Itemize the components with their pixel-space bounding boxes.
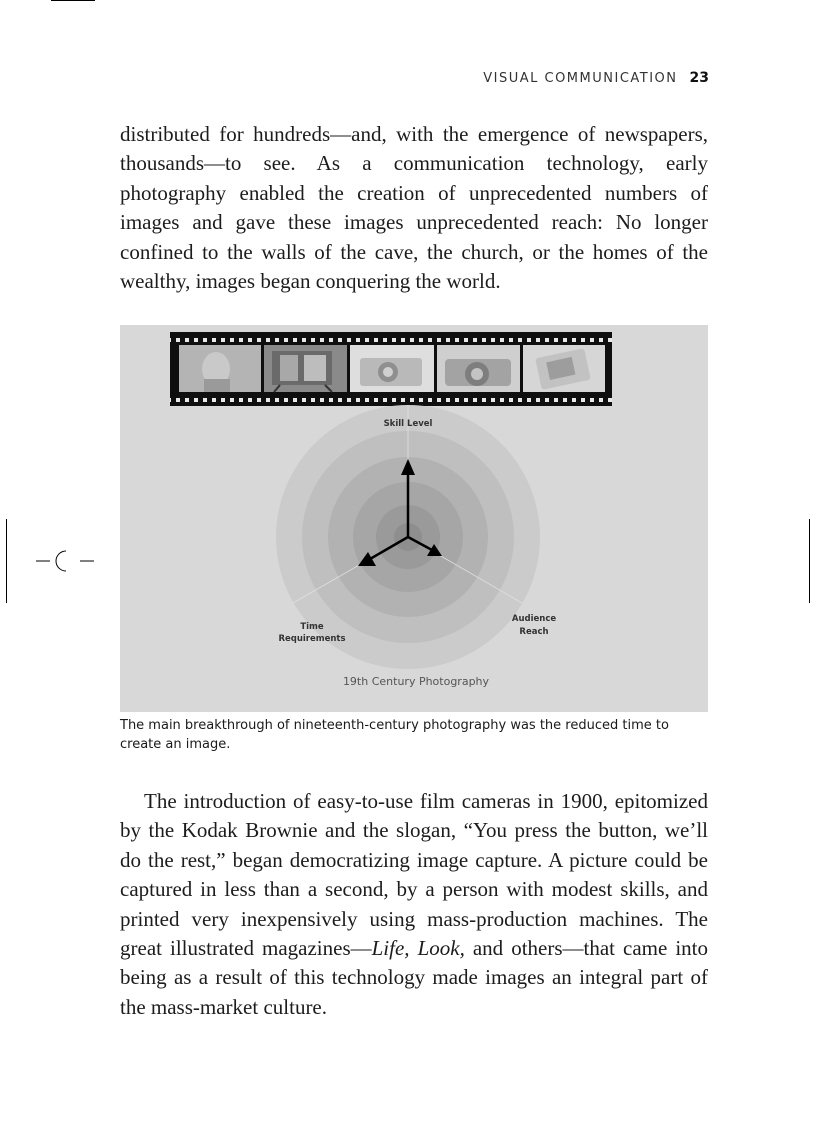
- figure-subtitle: 19th Century Photography: [342, 675, 490, 688]
- old-camera-frame: [264, 345, 347, 392]
- crop-mark-left: [6, 519, 7, 603]
- time-label-line1: Time: [300, 622, 324, 632]
- magazine-look: Look,: [417, 936, 465, 961]
- portrait-frame: [179, 345, 261, 392]
- crop-mark-right: [809, 519, 810, 603]
- magazine-life: Life,: [371, 936, 410, 961]
- paragraph-2-text-start: The introduction of easy-to-use film cameras in 1900, epitomized by the Kodak Brownie and the slogan, “You press the button, we’ll do the rest,” began democratizing image capture. A picture could be captured in less than a second, by a person with modest skills, and printed very inexpensively using mass-production machines. The great illustrated magazines—: [120, 789, 708, 961]
- digital-camera-frame: [523, 345, 605, 392]
- figure-caption: The main breakthrough of nineteenth-century photography was the reduced time to create an image.: [120, 718, 669, 752]
- figure-diagram: [120, 325, 708, 712]
- slr-camera-frame: [437, 345, 520, 392]
- body-paragraph-2: [120, 787, 708, 1022]
- figure: [120, 325, 708, 712]
- paragraph-2-text-end: and others—that came into being as a result of this technology made images an integral part of the mass-market culture.: [120, 936, 709, 1019]
- registration-mark-icon: [36, 547, 96, 575]
- running-head-title: VISUAL COMMUNICATION: [483, 71, 678, 86]
- skill-level-label: Skill Level: [383, 419, 433, 429]
- audience-label-line2: Reach: [519, 627, 549, 637]
- page-number: 23: [689, 70, 709, 86]
- audience-label-line1: Audience: [511, 614, 557, 624]
- body-paragraph-1: distributed for hundreds—and, with the emergence of newspapers, thousands—to see. As a communication technology, early photography enabled the creation of unprecedented numbers of images and gave these images unprecedented reach: No longer confined to the walls of the cave, the church, or the homes of the wealthy, images began conquering the world.: [120, 122, 708, 294]
- crop-mark-top: [51, 0, 95, 1]
- film-camera-frame: [350, 345, 434, 392]
- paragraph-2-space: [410, 936, 418, 960]
- running-head: [483, 70, 709, 86]
- time-label-line2: Requirements: [278, 634, 346, 644]
- film-strip: [170, 332, 612, 406]
